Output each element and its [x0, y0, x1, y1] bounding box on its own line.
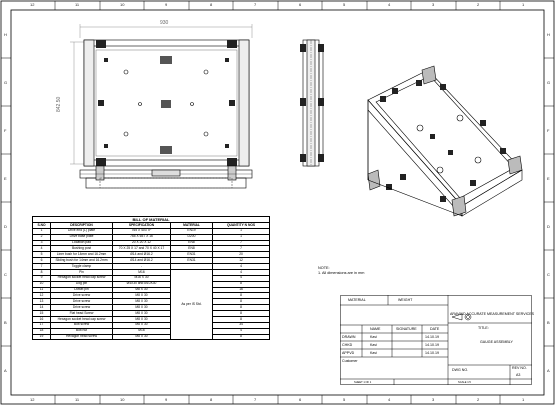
zone-label-bottom: 1: [522, 397, 525, 402]
zone-label-bottom: 7: [254, 397, 257, 402]
zone-label-left: F: [4, 128, 7, 133]
zone-label-right: E: [547, 176, 550, 181]
bom-cell: Liner bush for 14mm and 16.2mm: [51, 252, 113, 258]
weight-label: WEIGHT: [398, 298, 413, 302]
bom-cell: 13: [33, 299, 51, 305]
bom-cell: Hexagon socket head cap screw: [51, 275, 113, 281]
bom-cell: 5: [33, 252, 51, 258]
zone-label-bottom: 9: [165, 397, 168, 402]
bom-cell: M8 X 30: [113, 316, 171, 322]
bom-cell: 14: [33, 305, 51, 311]
zone-label-right: F: [547, 128, 550, 133]
zone-label-top: 1: [522, 2, 525, 7]
bom-cell: Ø4X30 and Ø10X30: [113, 281, 171, 287]
bom-cell: Drive end (L) plate: [51, 228, 113, 234]
bom-cell: 12: [33, 293, 51, 299]
apprvd-name: Kavi: [370, 351, 377, 355]
company-name: ARAVIND ACCURATE MEASUREMENT SERVICES: [450, 312, 535, 316]
zone-label-right: G: [547, 80, 551, 85]
bom-cell: M8 X 30: [113, 305, 171, 311]
zone-label-bottom: 5: [343, 397, 346, 402]
bom-cell: 1: [213, 228, 270, 234]
notes-heading: NOTE:: [318, 266, 330, 270]
front-view: [70, 24, 252, 166]
bom-cell: 16: [33, 316, 51, 322]
bom-cell: 17: [33, 322, 51, 328]
drawn-name: Kavi: [370, 335, 377, 339]
bom-cell: M16: [113, 269, 171, 275]
rev-no-value: A3: [516, 373, 521, 377]
bom-cell: M16: [113, 328, 171, 334]
bom-cell: 4: [213, 275, 270, 281]
bom-cell: Bolt nut: [51, 328, 113, 334]
zone-label-left: B: [4, 320, 7, 325]
zone-label-bottom: 4: [388, 397, 391, 402]
zone-label-right: H: [547, 32, 550, 37]
bom-cell: Sliding bush for 14mm and 16.2mm: [51, 258, 113, 264]
zone-label-top: 3: [432, 2, 435, 7]
bom-cell: Dog pin: [51, 281, 113, 287]
bom-cell: 20: [213, 252, 270, 258]
bom-cell: 10: [33, 281, 51, 287]
zone-label-right: A: [547, 368, 550, 373]
date-label: DATE: [430, 327, 440, 331]
zone-label-bottom: 3: [432, 397, 435, 402]
bom-cell: Drive base plate: [51, 234, 113, 240]
zone-label-top: 7: [254, 2, 257, 7]
bom-cell: 6: [33, 258, 51, 264]
bom-cell: D200: [171, 234, 213, 240]
bom-cell: Pin: [51, 269, 113, 275]
bom-cell: 765 X 403 TF: [113, 228, 171, 234]
bom-cell: EN8: [171, 240, 213, 246]
bom-cell: 1: [33, 228, 51, 234]
bom-cell: -: [113, 264, 171, 270]
zone-label-left: C: [4, 272, 7, 277]
zone-label-bottom: 2: [477, 397, 480, 402]
bom-cell: 16: [213, 287, 270, 293]
bom-cell: 8: [33, 269, 51, 275]
width-dimension: 930: [160, 20, 169, 26]
bom-cell: Dowel pin: [51, 287, 113, 293]
bom-cell: 3: [33, 240, 51, 246]
zone-label-top: 5: [343, 2, 346, 7]
bom-cell: 4: [213, 264, 270, 270]
bom-cell: Location pad: [51, 240, 113, 246]
title-block: [340, 295, 535, 385]
bom-cell: 11: [33, 287, 51, 293]
chkd-name: Kavi: [370, 343, 377, 347]
bom-cell: Ø14 and Ø16.2: [113, 252, 171, 258]
bom-cell: 9: [33, 275, 51, 281]
zone-label-left: H: [4, 32, 7, 37]
bom-cell: M8 X 30: [113, 293, 171, 299]
zone-label-top: 10: [120, 2, 125, 7]
bom-cell: M8 X 30: [113, 322, 171, 328]
bom-cell: 4: [213, 269, 270, 275]
zone-label-right: B: [547, 320, 550, 325]
bom-cell: 8: [213, 293, 270, 299]
notes-line: 1. All dimensions are in mm: [318, 271, 365, 275]
bom-cell: 7: [33, 264, 51, 270]
zone-label-bottom: 6: [299, 397, 302, 402]
material-label: MATERIAL: [348, 298, 366, 302]
title-label: TITLE:: [478, 326, 489, 330]
bom-cell: 7: [213, 246, 270, 252]
bom-cell: 8: [213, 316, 270, 322]
zone-label-top: 6: [299, 2, 302, 7]
bom-cell: 8: [213, 281, 270, 287]
zone-label-top: 2: [477, 2, 480, 7]
zone-label-left: E: [4, 176, 7, 181]
signature-label: SIGNATURE: [396, 327, 417, 331]
apprvd-label: APPVD: [342, 351, 355, 355]
bom-cell: 1: [213, 234, 270, 240]
zone-label-top: 4: [388, 2, 391, 7]
dwg-no-label: DWG NO.: [452, 368, 469, 372]
bom-cell: Ø14 and Ø16.2: [113, 258, 171, 264]
zone-label-bottom: 10: [120, 397, 125, 402]
bom-header: SPECIFICATION: [113, 222, 171, 228]
bom-cell: 8: [213, 305, 270, 311]
drawn-label: DRAWN: [342, 335, 356, 339]
bom-cell: 2: [33, 234, 51, 240]
bom-cell: 8: [213, 334, 270, 340]
bom-cell: 15: [33, 311, 51, 317]
bom-cell: Ø8 X 30: [113, 287, 171, 293]
height-dimension: 842.50: [56, 96, 62, 112]
zone-label-bottom: 8: [210, 397, 213, 402]
drawn-date: 14.10.19: [425, 335, 439, 339]
bom-cell: Drive screw: [51, 305, 113, 311]
zone-label-right: D: [547, 224, 550, 229]
side-view: [300, 40, 324, 166]
bom-cell: Hexagon socket head cap screw: [51, 316, 113, 322]
bom-cell: 12: [213, 258, 270, 264]
chkd-label: CHKD: [342, 343, 353, 347]
bom-cell: 7: [213, 240, 270, 246]
bom-cell: M8 X 30: [113, 299, 171, 305]
apprvd-date: 14.10.19: [425, 351, 439, 355]
sheet-label: SHEET 1 OF 1: [354, 381, 372, 384]
notes: [318, 266, 364, 276]
zone-label-left: G: [4, 80, 8, 85]
bom-header: DESCRIPTION: [51, 222, 113, 228]
bom-header: MATERIAL: [171, 222, 213, 228]
bom-cell: 4: [33, 246, 51, 252]
title-value: GAUGE ASSEMBLY: [480, 340, 513, 344]
bill-of-material-table: [32, 216, 270, 340]
bom-cell: Drive screw: [51, 293, 113, 299]
bom-cell: Hexagon head screw: [51, 334, 113, 340]
scale-label: SCALE 1:5: [458, 381, 471, 384]
bom-merged-material: As per IS Std.: [171, 269, 213, 340]
bom-cell: EN31: [171, 252, 213, 258]
bom-header: S.NO: [33, 222, 51, 228]
bom-cell: 8: [213, 299, 270, 305]
bom-cell: 765 X 657 X 16: [113, 234, 171, 240]
bom-cell: 34: [213, 322, 270, 328]
zone-label-left: A: [4, 368, 7, 373]
bom-cell: Flat head Screw: [51, 311, 113, 317]
zone-label-top: 8: [210, 2, 213, 7]
bom-cell: M8 X 30: [113, 311, 171, 317]
customer-label: Customer: [342, 359, 358, 363]
bom-cell: M8 X 30: [113, 334, 171, 340]
bom-cell: Bushing post: [51, 246, 113, 252]
bom-cell: 20 X 20 X 12: [113, 240, 171, 246]
name-label: NAME: [370, 327, 381, 331]
bom-cell: M16 X 30: [113, 275, 171, 281]
bom-cell: EN31: [171, 258, 213, 264]
bom-cell: 4: [213, 328, 270, 334]
chkd-date: 14.10.19: [425, 343, 439, 347]
bom-cell: 8: [213, 311, 270, 317]
bom-cell: Drive screw: [51, 299, 113, 305]
bom-cell: 19: [33, 334, 51, 340]
zone-label-bottom: 11: [75, 397, 80, 402]
bom-cell: 18: [33, 328, 51, 334]
bom-cell: EN19: [171, 228, 213, 234]
zone-label-top: 11: [75, 2, 80, 7]
zone-label-top: 9: [165, 2, 168, 7]
zone-label-right: C: [547, 272, 550, 277]
bom-row: [33, 334, 270, 340]
zone-label-bottom: 12: [30, 397, 35, 402]
zone-label-left: D: [4, 224, 7, 229]
isometric-view: [368, 66, 522, 290]
bottom-view: [80, 166, 252, 188]
bom-cell: Toggle clamp: [51, 264, 113, 270]
bom-header: QUANTITY N NOS: [213, 222, 270, 228]
rev-no-label: REV NO.: [512, 366, 527, 370]
bom-cell: EN8: [171, 246, 213, 252]
zone-label-top: 12: [30, 2, 35, 7]
bom-cell: 70 X 25 X 17 and 70 X 40 X 17: [113, 246, 171, 252]
bom-title: BILL OF MATERIAL: [33, 217, 270, 223]
bom-cell: Bolt screw: [51, 322, 113, 328]
